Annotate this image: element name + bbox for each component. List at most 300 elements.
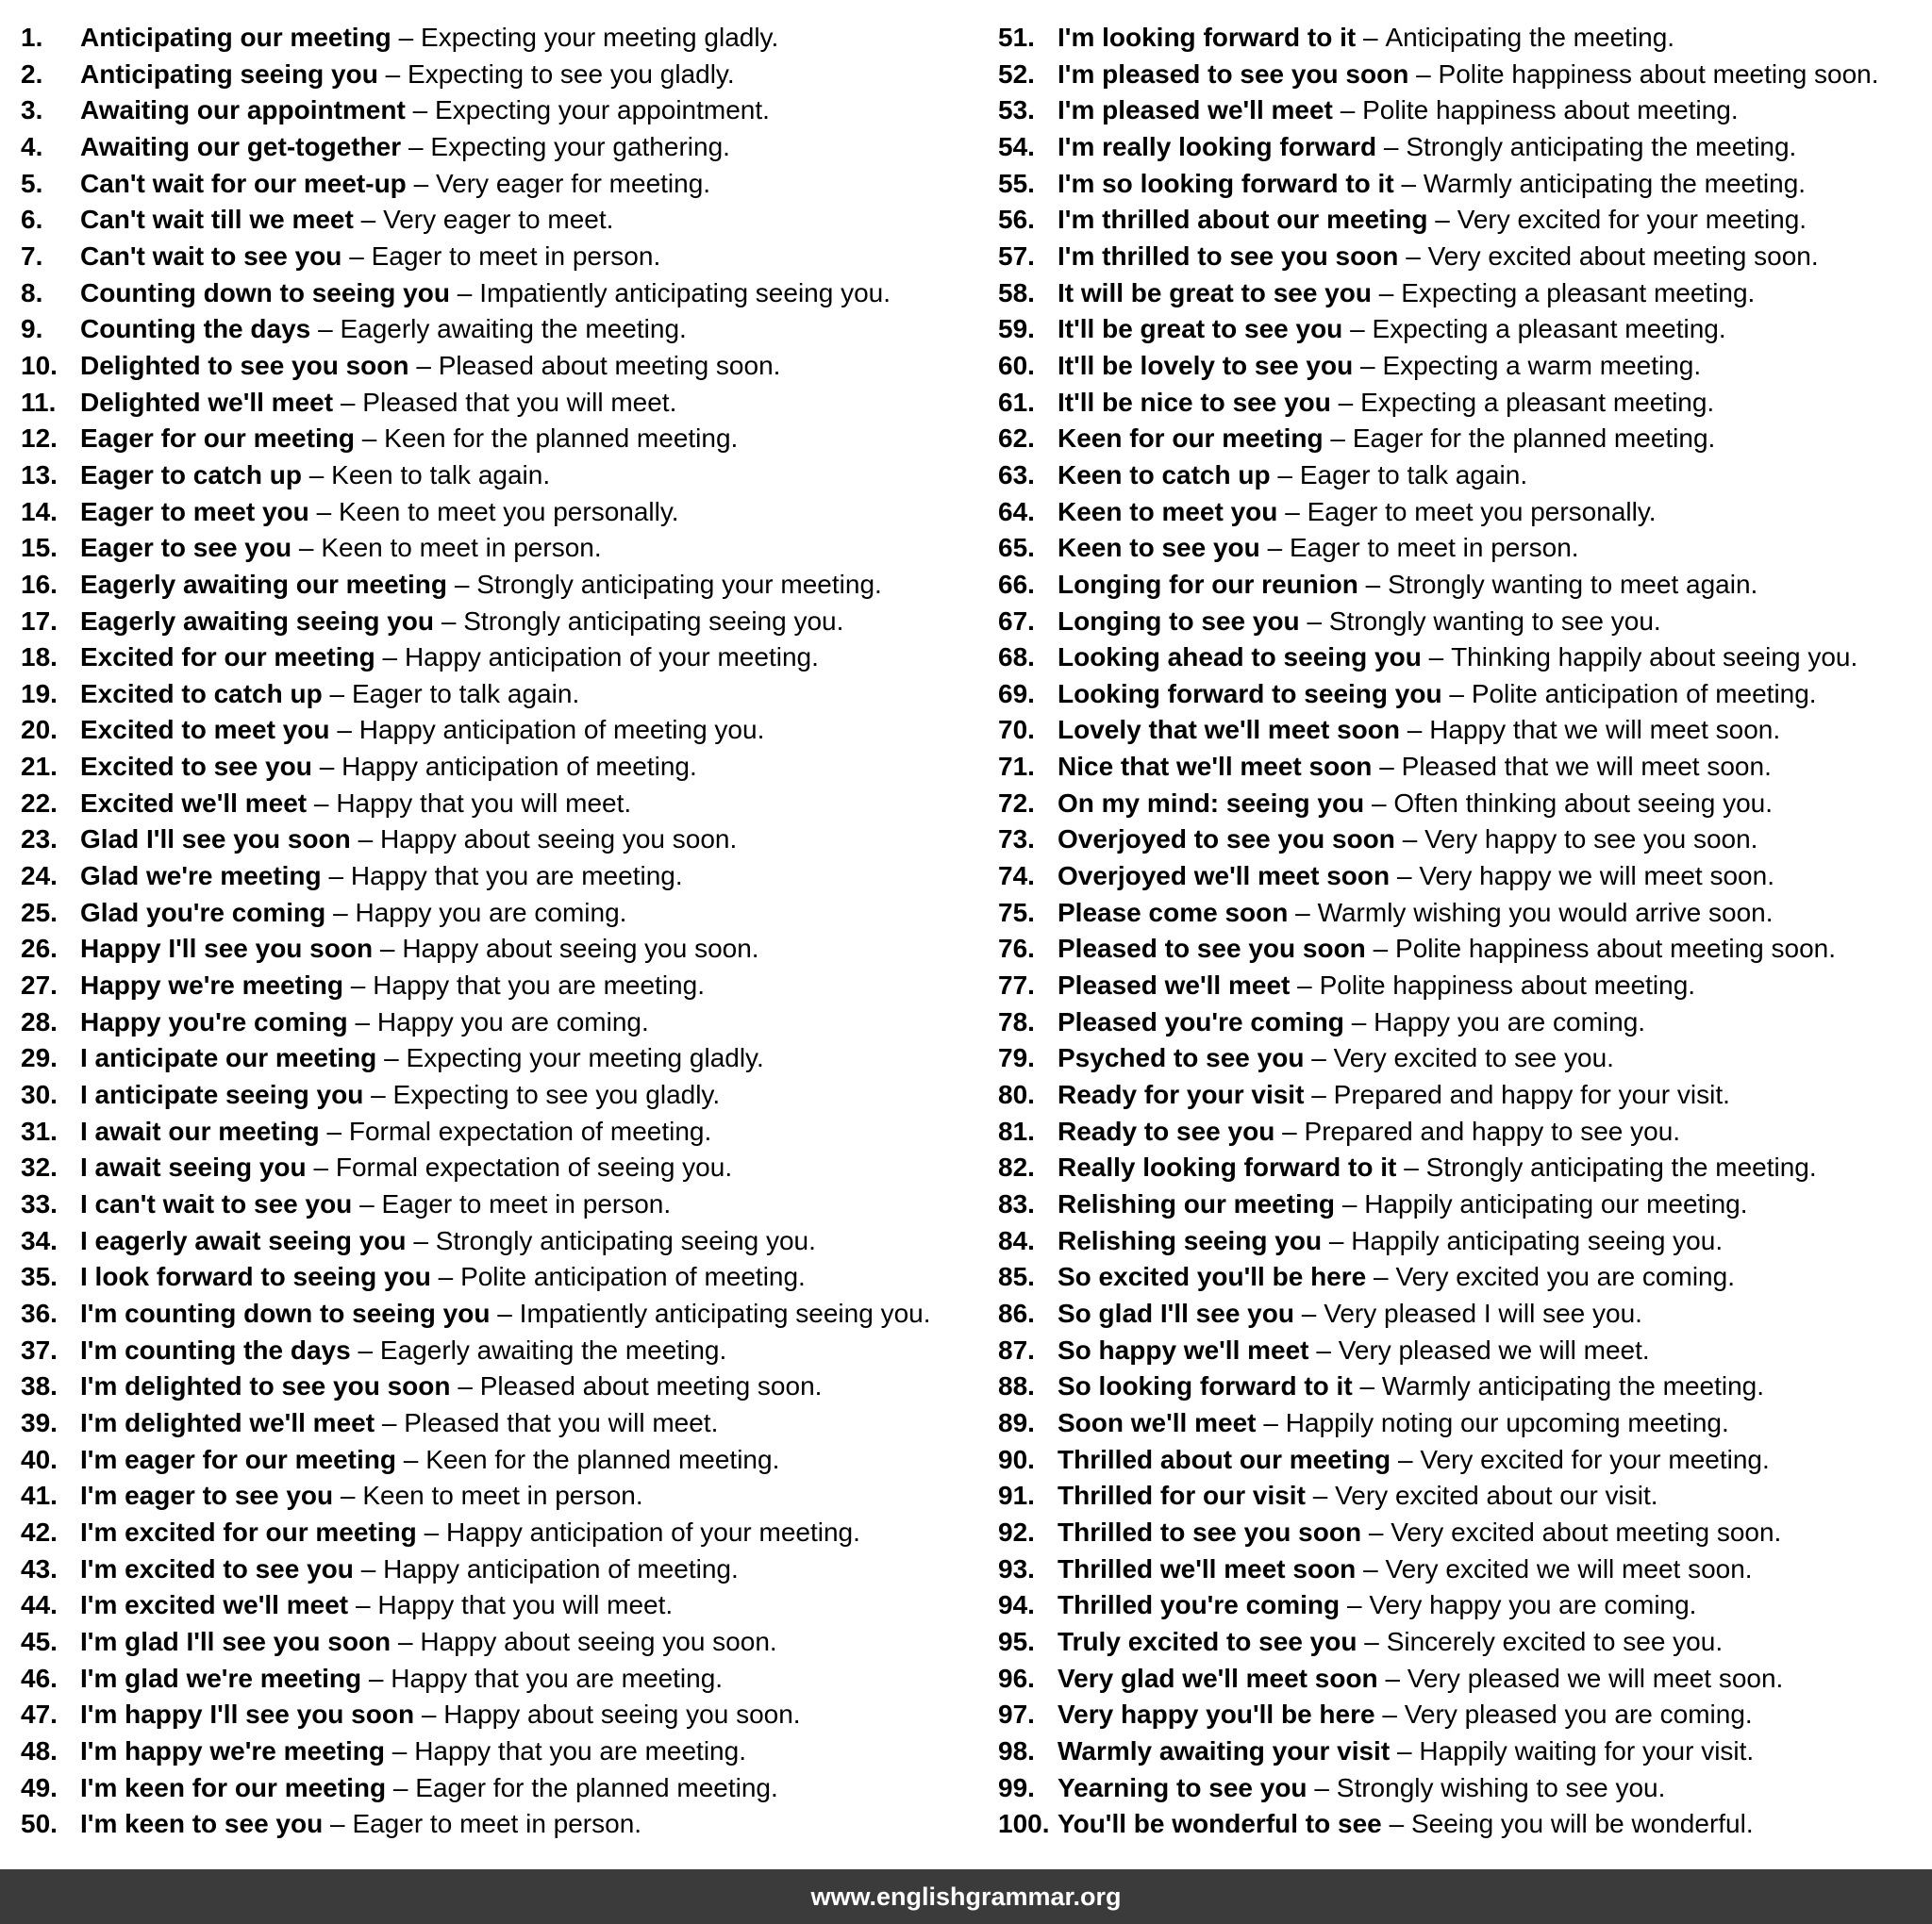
dash-separator: – bbox=[319, 752, 335, 782]
item-number: 60. bbox=[998, 350, 1035, 380]
item-phrase: Thrilled you're coming bbox=[1058, 1590, 1341, 1620]
item-number: 3. bbox=[21, 95, 43, 125]
item-phrase: I await seeing you bbox=[80, 1153, 307, 1183]
item-description: Eager to talk again. bbox=[1299, 459, 1528, 489]
item-text bbox=[80, 92, 770, 129]
dash-separator: – bbox=[1379, 752, 1394, 782]
item-description: Impatiently anticipating seeing you. bbox=[479, 277, 891, 307]
list-item bbox=[998, 968, 1918, 1004]
item-phrase: I'm excited for our meeting bbox=[80, 1517, 417, 1547]
item-text bbox=[1058, 604, 1661, 640]
dash-separator: – bbox=[1378, 277, 1394, 307]
item-phrase: Longing for our reunion bbox=[1058, 569, 1358, 599]
list-item bbox=[21, 166, 978, 203]
item-description: Keen for the planned meeting. bbox=[425, 1444, 780, 1474]
item-text bbox=[80, 1223, 816, 1260]
item-text bbox=[1058, 1442, 1770, 1479]
dash-separator: – bbox=[1396, 861, 1412, 891]
item-number: 56. bbox=[998, 205, 1035, 235]
item-number: 80. bbox=[998, 1080, 1035, 1110]
item-number: 82. bbox=[998, 1153, 1035, 1183]
item-text bbox=[80, 129, 730, 166]
item-phrase: I can't wait to see you bbox=[80, 1189, 353, 1219]
item-number: 15. bbox=[21, 533, 58, 563]
item-number: 39. bbox=[21, 1407, 58, 1437]
item-text bbox=[80, 604, 843, 640]
item-text bbox=[1058, 639, 1857, 676]
phrase-list-right-column bbox=[998, 20, 1918, 1843]
dash-separator: – bbox=[1402, 824, 1418, 854]
item-description: Happy that you will meet. bbox=[377, 1590, 674, 1620]
item-text bbox=[80, 1515, 860, 1551]
item-description: Prepared and happy to see you. bbox=[1304, 1116, 1681, 1146]
dash-separator: – bbox=[1351, 1006, 1367, 1037]
item-phrase: I'm glad we're meeting bbox=[80, 1663, 362, 1693]
item-description: Keen to meet in person. bbox=[321, 533, 602, 563]
item-description: Very happy we will meet soon. bbox=[1419, 861, 1774, 891]
item-phrase: Very glad we'll meet soon bbox=[1058, 1663, 1378, 1693]
item-number: 28. bbox=[21, 1006, 58, 1037]
list-item bbox=[21, 786, 978, 822]
item-description: Very pleased we will meet. bbox=[1338, 1335, 1650, 1365]
item-text bbox=[1058, 1806, 1754, 1843]
item-text bbox=[80, 1624, 777, 1661]
item-phrase: I'm excited we'll meet bbox=[80, 1590, 349, 1620]
item-text bbox=[80, 567, 882, 604]
list-item bbox=[21, 1405, 978, 1442]
item-text bbox=[1058, 421, 1715, 457]
item-number: 61. bbox=[998, 387, 1035, 417]
item-text bbox=[1058, 931, 1836, 968]
item-description: Happy that you are meeting. bbox=[391, 1663, 724, 1693]
dash-separator: – bbox=[1449, 678, 1464, 708]
item-text bbox=[1058, 457, 1527, 494]
item-description: Very pleased you are coming. bbox=[1404, 1700, 1753, 1730]
item-text bbox=[80, 1770, 778, 1807]
item-phrase: Can't wait for our meet-up bbox=[80, 168, 407, 198]
website-url: www.englishgrammar.org bbox=[810, 1882, 1122, 1911]
item-description: Happily waiting for your visit. bbox=[1419, 1735, 1755, 1766]
dash-separator: – bbox=[1295, 897, 1310, 927]
item-phrase: I'm happy we're meeting bbox=[80, 1735, 385, 1766]
item-number: 62. bbox=[998, 423, 1035, 454]
list-item bbox=[21, 1442, 978, 1479]
dash-separator: – bbox=[1282, 1116, 1297, 1146]
item-phrase: Eager for our meeting bbox=[80, 423, 355, 454]
item-number: 58. bbox=[998, 277, 1035, 307]
list-item bbox=[21, 1259, 978, 1296]
list-item bbox=[21, 20, 978, 57]
list-item bbox=[21, 202, 978, 239]
item-number: 75. bbox=[998, 897, 1035, 927]
item-description: Seeing you will be wonderful. bbox=[1410, 1809, 1754, 1839]
item-text bbox=[80, 712, 764, 749]
item-text bbox=[80, 968, 705, 1004]
item-text bbox=[1058, 1259, 1735, 1296]
item-text bbox=[1058, 1624, 1723, 1661]
item-number: 48. bbox=[21, 1735, 58, 1766]
item-phrase: Thrilled about our meeting bbox=[1058, 1444, 1391, 1474]
list-item bbox=[998, 1150, 1918, 1186]
item-phrase: I'm thrilled to see you soon bbox=[1058, 240, 1399, 271]
dash-separator: – bbox=[1297, 970, 1312, 1001]
item-number: 72. bbox=[998, 788, 1035, 818]
item-description: Happy anticipation of your meeting. bbox=[445, 1517, 860, 1547]
item-phrase: Excited we'll meet bbox=[80, 788, 308, 818]
dash-separator: – bbox=[360, 205, 376, 235]
list-item bbox=[998, 385, 1918, 422]
item-phrase: Excited for our meeting bbox=[80, 642, 375, 672]
item-phrase: Eager to see you bbox=[80, 533, 292, 563]
item-text bbox=[1058, 1004, 1645, 1041]
dash-separator: – bbox=[1363, 1553, 1378, 1584]
item-phrase: Psyched to see you bbox=[1058, 1043, 1305, 1073]
item-number: 93. bbox=[998, 1553, 1035, 1584]
item-text bbox=[80, 20, 778, 57]
item-number: 29. bbox=[21, 1043, 58, 1073]
list-item bbox=[998, 1077, 1918, 1114]
dash-separator: – bbox=[308, 459, 325, 489]
dash-separator: – bbox=[340, 1481, 356, 1511]
item-phrase: It'll be nice to see you bbox=[1058, 387, 1331, 417]
list-item bbox=[998, 1478, 1918, 1515]
item-number: 1. bbox=[21, 23, 43, 52]
dash-separator: – bbox=[326, 1116, 342, 1146]
list-item bbox=[21, 129, 978, 166]
dash-separator: – bbox=[416, 350, 431, 380]
list-item bbox=[998, 1405, 1918, 1442]
item-phrase: I'm excited to see you bbox=[80, 1553, 354, 1584]
item-phrase: So looking forward to it bbox=[1058, 1371, 1353, 1402]
item-phrase: Glad we're meeting bbox=[80, 861, 322, 891]
item-text bbox=[80, 457, 550, 494]
list-item bbox=[998, 567, 1918, 604]
item-description: Eager for the planned meeting. bbox=[1352, 423, 1716, 454]
item-phrase: I'm happy I'll see you soon bbox=[80, 1700, 415, 1730]
item-phrase: I'm keen for our meeting bbox=[80, 1772, 387, 1802]
list-item bbox=[998, 895, 1918, 932]
item-text bbox=[80, 895, 626, 932]
item-phrase: So excited you'll be here bbox=[1058, 1262, 1367, 1292]
dash-separator: – bbox=[1316, 1335, 1331, 1365]
item-number: 5. bbox=[21, 168, 43, 198]
dash-separator: – bbox=[1385, 1663, 1401, 1693]
item-number: 40. bbox=[21, 1444, 58, 1474]
dash-separator: – bbox=[457, 277, 473, 307]
item-phrase: Can't wait till we meet bbox=[80, 205, 354, 235]
item-description: Expecting to see you gladly. bbox=[408, 58, 735, 89]
item-text bbox=[1058, 858, 1774, 895]
item-text bbox=[1058, 92, 1739, 129]
list-item bbox=[21, 639, 978, 676]
item-number: 44. bbox=[21, 1590, 58, 1620]
item-number: 78. bbox=[998, 1006, 1035, 1037]
list-item bbox=[998, 639, 1918, 676]
dash-separator: – bbox=[1363, 23, 1378, 52]
list-item bbox=[21, 749, 978, 786]
list-item bbox=[21, 1806, 978, 1843]
dash-separator: – bbox=[1267, 533, 1283, 563]
item-phrase: Happy we're meeting bbox=[80, 970, 343, 1001]
item-text bbox=[1058, 676, 1817, 713]
item-phrase: Nice that we'll meet soon bbox=[1058, 752, 1373, 782]
item-phrase: Glad you're coming bbox=[80, 897, 326, 927]
item-text bbox=[1058, 1223, 1723, 1260]
item-text bbox=[1058, 202, 1807, 239]
phrase-list-left-column bbox=[21, 20, 978, 1843]
dash-separator: – bbox=[1397, 1735, 1412, 1766]
item-text bbox=[1058, 348, 1701, 385]
item-number: 73. bbox=[998, 824, 1035, 854]
item-phrase: I'm thrilled about our meeting bbox=[1058, 205, 1428, 235]
item-text bbox=[1058, 749, 1772, 786]
item-phrase: Awaiting our appointment bbox=[80, 95, 406, 125]
item-text bbox=[80, 1114, 711, 1151]
footer-bar bbox=[0, 1869, 1932, 1924]
item-number: 43. bbox=[21, 1553, 58, 1584]
list-item bbox=[998, 530, 1918, 567]
item-number: 84. bbox=[998, 1225, 1035, 1255]
item-description: Expecting a warm meeting. bbox=[1382, 350, 1702, 380]
list-item bbox=[998, 931, 1918, 968]
item-text bbox=[80, 275, 891, 312]
item-phrase: Truly excited to see you bbox=[1058, 1626, 1357, 1656]
item-text bbox=[80, 1697, 801, 1733]
item-phrase: Looking ahead to seeing you bbox=[1058, 642, 1422, 672]
item-text bbox=[80, 57, 735, 93]
item-description: Keen to talk again. bbox=[331, 459, 551, 489]
item-number: 22. bbox=[21, 788, 58, 818]
item-number: 85. bbox=[998, 1262, 1035, 1292]
item-number: 77. bbox=[998, 970, 1035, 1001]
item-text bbox=[1058, 821, 1757, 858]
item-number: 20. bbox=[21, 715, 58, 745]
item-number: 27. bbox=[21, 970, 58, 1001]
list-item bbox=[21, 1114, 978, 1151]
item-number: 51. bbox=[998, 23, 1035, 52]
item-phrase: Keen to see you bbox=[1058, 533, 1260, 563]
item-phrase: Anticipating seeing you bbox=[80, 58, 378, 89]
item-description: Prepared and happy for your visit. bbox=[1333, 1080, 1730, 1110]
item-text bbox=[80, 1806, 641, 1843]
item-phrase: I'm really looking forward bbox=[1058, 131, 1377, 161]
item-number: 49. bbox=[21, 1772, 58, 1802]
dash-separator: – bbox=[1311, 1080, 1326, 1110]
list-item bbox=[998, 1442, 1918, 1479]
item-description: Eager to meet in person. bbox=[1289, 533, 1579, 563]
item-number: 63. bbox=[998, 459, 1035, 489]
item-phrase: Keen to catch up bbox=[1058, 459, 1271, 489]
dash-separator: – bbox=[316, 496, 332, 526]
item-phrase: Very happy you'll be here bbox=[1058, 1700, 1375, 1730]
dash-separator: – bbox=[1397, 1444, 1413, 1474]
item-text bbox=[80, 1004, 649, 1041]
item-text bbox=[80, 858, 683, 895]
dash-separator: – bbox=[408, 131, 424, 161]
item-phrase: Pleased you're coming bbox=[1058, 1006, 1344, 1037]
item-number: 42. bbox=[21, 1517, 58, 1547]
list-item bbox=[21, 1223, 978, 1260]
item-phrase: Happy I'll see you soon bbox=[80, 934, 374, 964]
item-text bbox=[80, 166, 710, 203]
list-item bbox=[998, 1040, 1918, 1077]
dash-separator: – bbox=[1364, 1626, 1379, 1656]
item-number: 55. bbox=[998, 168, 1035, 198]
item-text bbox=[80, 348, 780, 385]
dash-separator: – bbox=[1350, 314, 1365, 344]
item-description: Happy that you are meeting. bbox=[414, 1735, 746, 1766]
dash-separator: – bbox=[1301, 1298, 1317, 1328]
item-number: 97. bbox=[998, 1700, 1035, 1730]
item-phrase: Relishing seeing you bbox=[1058, 1225, 1323, 1255]
item-description: Strongly wanting to meet again. bbox=[1388, 569, 1758, 599]
item-number: 83. bbox=[998, 1189, 1035, 1219]
item-number: 54. bbox=[998, 131, 1035, 161]
item-text bbox=[80, 1259, 806, 1296]
dash-separator: – bbox=[398, 1626, 413, 1656]
list-item bbox=[998, 239, 1918, 275]
list-item bbox=[21, 275, 978, 312]
dash-separator: – bbox=[413, 1225, 428, 1255]
item-number: 38. bbox=[21, 1371, 58, 1402]
list-item bbox=[998, 1368, 1918, 1405]
item-text bbox=[80, 494, 679, 531]
dash-separator: – bbox=[313, 1153, 329, 1183]
item-text bbox=[80, 1405, 718, 1442]
item-phrase: Really looking forward to it bbox=[1058, 1153, 1397, 1183]
item-phrase: I look forward to seeing you bbox=[80, 1262, 431, 1292]
list-item bbox=[998, 166, 1918, 203]
item-phrase: Ready for your visit bbox=[1058, 1080, 1305, 1110]
item-number: 96. bbox=[998, 1663, 1035, 1693]
item-number: 94. bbox=[998, 1590, 1035, 1620]
item-number: 37. bbox=[21, 1335, 58, 1365]
item-number: 12. bbox=[21, 423, 58, 454]
dash-separator: – bbox=[330, 1809, 345, 1839]
item-phrase: Eager to meet you bbox=[80, 496, 309, 526]
item-number: 57. bbox=[998, 240, 1035, 271]
item-phrase: I'm delighted to see you soon bbox=[80, 1371, 451, 1402]
list-item bbox=[998, 1223, 1918, 1260]
item-phrase: Counting the days bbox=[80, 314, 311, 344]
list-item bbox=[21, 1040, 978, 1077]
item-text bbox=[1058, 567, 1757, 604]
item-description: Formal expectation of meeting. bbox=[348, 1116, 712, 1146]
dash-separator: – bbox=[328, 861, 344, 891]
dash-separator: – bbox=[421, 1700, 437, 1730]
item-phrase: I'm glad I'll see you soon bbox=[80, 1626, 391, 1656]
item-phrase: Soon we'll meet bbox=[1058, 1407, 1257, 1437]
item-number: 89. bbox=[998, 1407, 1035, 1437]
item-description: Polite happiness about meeting. bbox=[1362, 95, 1739, 125]
list-item bbox=[21, 931, 978, 968]
list-item bbox=[998, 457, 1918, 494]
item-description: Pleased that you will meet. bbox=[404, 1407, 719, 1437]
item-description: Very excited for your meeting. bbox=[1420, 1444, 1770, 1474]
item-number: 13. bbox=[21, 459, 58, 489]
dash-separator: – bbox=[1311, 1043, 1326, 1073]
item-number: 67. bbox=[998, 605, 1035, 636]
item-text bbox=[1058, 1405, 1729, 1442]
dash-separator: – bbox=[1341, 1189, 1357, 1219]
item-text bbox=[80, 639, 819, 676]
item-text bbox=[1058, 895, 1774, 932]
item-phrase: Relishing our meeting bbox=[1058, 1189, 1336, 1219]
list-item bbox=[21, 1733, 978, 1770]
item-description: Eager to talk again. bbox=[351, 678, 580, 708]
item-text bbox=[80, 1333, 726, 1369]
item-text bbox=[80, 421, 738, 457]
dash-separator: – bbox=[368, 1663, 384, 1693]
item-description: Warmly wishing you would arrive soon. bbox=[1317, 897, 1774, 927]
item-number: 86. bbox=[998, 1298, 1035, 1328]
list-item bbox=[998, 1296, 1918, 1333]
item-text bbox=[1058, 1770, 1665, 1807]
dash-separator: – bbox=[349, 240, 364, 271]
dash-separator: – bbox=[1365, 569, 1381, 599]
dash-separator: – bbox=[313, 788, 329, 818]
item-description: Strongly anticipating seeing you. bbox=[463, 605, 844, 636]
list-item bbox=[21, 348, 978, 385]
dash-separator: – bbox=[1346, 1590, 1362, 1620]
item-number: 50. bbox=[21, 1809, 58, 1839]
item-text bbox=[80, 1150, 732, 1186]
item-phrase: Thrilled we'll meet soon bbox=[1058, 1553, 1357, 1584]
list-item bbox=[21, 1186, 978, 1223]
dash-separator: – bbox=[1314, 1772, 1329, 1802]
item-number: 23. bbox=[21, 824, 58, 854]
dash-separator: – bbox=[1374, 1262, 1389, 1292]
list-item bbox=[998, 1624, 1918, 1661]
list-item bbox=[998, 786, 1918, 822]
item-text bbox=[1058, 1478, 1658, 1515]
item-phrase: I eagerly await seeing you bbox=[80, 1225, 407, 1255]
item-phrase: Thrilled for our visit bbox=[1058, 1481, 1306, 1511]
item-text bbox=[1058, 311, 1726, 348]
item-number: 34. bbox=[21, 1225, 58, 1255]
item-description: Pleased about meeting soon. bbox=[438, 350, 781, 380]
dash-separator: – bbox=[391, 1735, 408, 1766]
dash-separator: – bbox=[1285, 496, 1300, 526]
item-description: Happy about seeing you soon. bbox=[402, 934, 759, 964]
item-text bbox=[1058, 1368, 1764, 1405]
item-number: 26. bbox=[21, 934, 58, 964]
list-item bbox=[21, 604, 978, 640]
item-description: Happy that you are meeting. bbox=[373, 970, 705, 1001]
item-number: 47. bbox=[21, 1700, 58, 1730]
list-item bbox=[998, 1004, 1918, 1041]
dash-separator: – bbox=[1416, 58, 1431, 89]
item-phrase: I'm eager for our meeting bbox=[80, 1444, 396, 1474]
item-phrase: Longing to see you bbox=[1058, 605, 1300, 636]
item-description: Strongly anticipating your meeting. bbox=[476, 569, 882, 599]
item-description: Polite happiness about meeting. bbox=[1319, 970, 1696, 1001]
list-item bbox=[21, 1770, 978, 1807]
list-item bbox=[998, 821, 1918, 858]
item-description: Very pleased we will meet soon. bbox=[1407, 1663, 1784, 1693]
item-phrase: I'm pleased to see you soon bbox=[1058, 58, 1409, 89]
dash-separator: – bbox=[358, 1335, 374, 1365]
item-description: Impatiently anticipating seeing you. bbox=[519, 1298, 931, 1328]
item-description: Strongly anticipating the meeting. bbox=[1425, 1153, 1817, 1183]
item-description: Strongly anticipating seeing you. bbox=[435, 1225, 816, 1255]
list-item bbox=[21, 712, 978, 749]
item-number: 68. bbox=[998, 642, 1035, 672]
dash-separator: – bbox=[381, 1407, 397, 1437]
list-item bbox=[998, 129, 1918, 166]
item-description: Eager for the planned meeting. bbox=[415, 1772, 778, 1802]
list-item bbox=[21, 858, 978, 895]
